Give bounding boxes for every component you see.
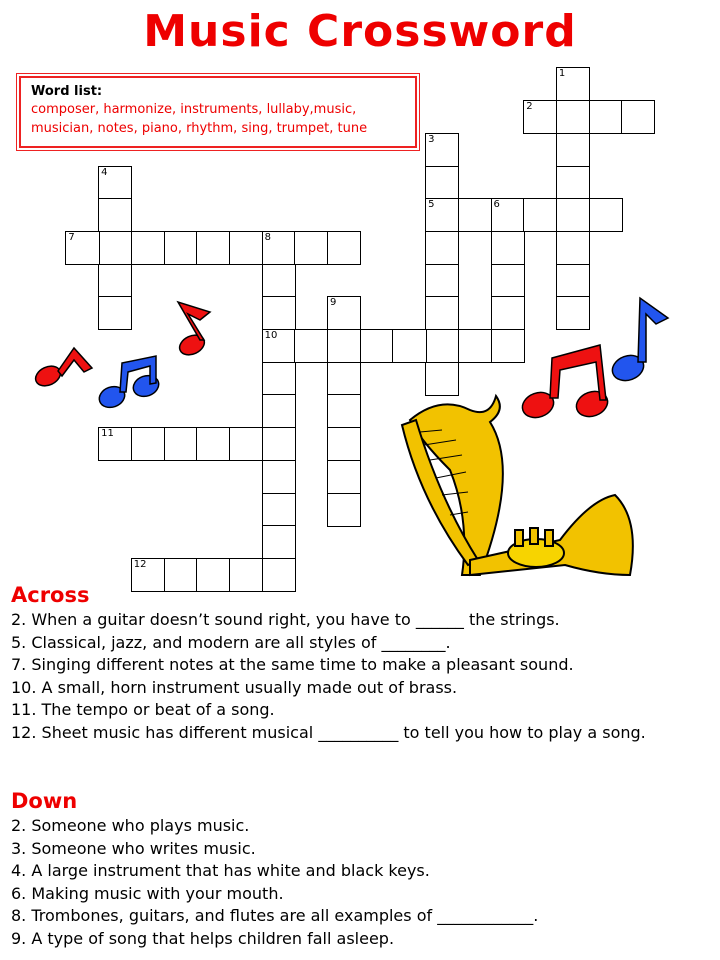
crossword-cell[interactable]	[262, 296, 296, 330]
crossword-cell[interactable]	[262, 427, 296, 461]
crossword-cell[interactable]	[360, 329, 394, 363]
crossword-cell[interactable]	[262, 525, 296, 559]
down-clue: 8. Trombones, guitars, and flutes are all examples of ____________.	[11, 906, 539, 925]
crossword-cell[interactable]	[164, 558, 198, 592]
crossword-cell[interactable]	[131, 558, 165, 592]
crossword-cell[interactable]	[65, 231, 99, 265]
crossword-cell[interactable]	[98, 231, 132, 265]
crossword-cell[interactable]	[621, 100, 655, 134]
crossword-cell[interactable]	[425, 296, 459, 330]
crossword-cell[interactable]	[556, 133, 590, 167]
clue-number: 2	[526, 101, 533, 113]
clue-number: 11	[101, 428, 114, 440]
crossword-cell[interactable]	[98, 198, 132, 232]
crossword-cell[interactable]	[425, 329, 459, 363]
crossword-cell[interactable]	[327, 460, 361, 494]
clue-number: 6	[493, 199, 500, 211]
word-list-label: Word list:	[31, 84, 103, 99]
down-clue: 4. A large instrument that has white and black keys.	[11, 861, 430, 880]
crossword-cell[interactable]	[229, 427, 263, 461]
clue-number: 7	[68, 231, 75, 243]
crossword-cell[interactable]	[262, 329, 296, 363]
crossword-cell[interactable]	[98, 296, 132, 330]
crossword-cell[interactable]	[589, 100, 623, 134]
crossword-cell[interactable]	[327, 427, 361, 461]
crossword-cell[interactable]	[458, 198, 492, 232]
crossword-cell[interactable]	[131, 427, 165, 461]
across-clue: 2. When a guitar doesn’t sound right, you have to ______ the strings.	[11, 610, 560, 629]
crossword-cell[interactable]	[327, 296, 361, 330]
crossword-cell[interactable]	[425, 198, 459, 232]
clue-number: 10	[264, 330, 278, 341]
crossword-cell[interactable]	[491, 296, 525, 330]
down-clues	[11, 815, 701, 950]
crossword-cell[interactable]	[491, 264, 525, 298]
crossword-cell[interactable]	[523, 198, 557, 232]
crossword-cell[interactable]	[262, 558, 296, 592]
crossword-cell[interactable]	[425, 362, 459, 396]
crossword-cell[interactable]	[196, 231, 230, 265]
down-clue: 3. Someone who writes music.	[11, 838, 256, 858]
crossword-cell[interactable]	[556, 198, 590, 232]
crossword-cell[interactable]	[392, 329, 426, 363]
crossword-cell[interactable]	[491, 329, 525, 363]
crossword-cell[interactable]	[491, 231, 525, 265]
crossword-cell[interactable]	[262, 394, 296, 428]
crossword-cell[interactable]	[425, 133, 459, 167]
crossword-cell[interactable]	[196, 558, 230, 592]
crossword-cell[interactable]	[327, 394, 361, 428]
crossword-cell[interactable]	[327, 231, 361, 265]
crossword-cell[interactable]	[556, 231, 590, 265]
crossword-cell[interactable]	[98, 264, 132, 298]
across-clues	[11, 609, 701, 744]
clue-number: 3	[428, 133, 435, 145]
down-clue: 6. Making music with your mouth.	[11, 883, 284, 903]
down-clue: 9. A type of song that helps children fall asleep.	[11, 928, 395, 948]
crossword-cell[interactable]	[262, 264, 296, 298]
crossword-cell[interactable]	[556, 264, 590, 298]
crossword-cell[interactable]	[98, 427, 132, 461]
crossword-cell[interactable]	[327, 493, 361, 527]
crossword-cell[interactable]	[327, 362, 361, 396]
across-heading: Across	[11, 583, 90, 607]
clue-number: 9	[330, 297, 337, 309]
crossword-cell[interactable]	[98, 166, 132, 200]
across-clue: 7. Singing different notes at the same time to make a pleasant sound.	[11, 655, 574, 674]
clue-number: 4	[101, 166, 108, 178]
crossword-cell[interactable]	[556, 166, 590, 200]
crossword-cell[interactable]	[262, 493, 296, 527]
crossword-cell[interactable]	[589, 198, 623, 232]
crossword-cell[interactable]	[556, 296, 590, 330]
crossword-cell[interactable]	[262, 362, 296, 396]
crossword-cell[interactable]	[196, 427, 230, 461]
clue-number: 5	[428, 199, 435, 211]
crossword-cell[interactable]	[262, 460, 296, 494]
crossword-cell[interactable]	[262, 231, 296, 265]
crossword-cell[interactable]	[229, 558, 263, 592]
crossword-cell[interactable]	[458, 329, 492, 363]
crossword-cell[interactable]	[164, 427, 198, 461]
crossword-cell[interactable]	[425, 166, 459, 200]
clue-number: 12	[133, 558, 147, 570]
down-heading: Down	[11, 789, 78, 813]
word-list-line-2: musician, notes, piano, rhythm, sing, trumpet, tune	[31, 121, 368, 136]
crossword-cell[interactable]	[294, 329, 328, 363]
crossword-cell[interactable]	[229, 231, 263, 265]
across-clue: 12. Sheet music has different musical __________ to tell you how to play a song.	[11, 722, 646, 742]
crossword-cell[interactable]	[425, 264, 459, 298]
across-clue: 5. Classical, jazz, and modern are all styles of ________.	[11, 632, 451, 652]
crossword-cell[interactable]	[425, 231, 459, 265]
crossword-cell[interactable]	[164, 231, 198, 265]
clue-number: 8	[264, 231, 271, 243]
crossword-cell[interactable]	[294, 231, 328, 265]
page-title: Music Crossword	[143, 6, 577, 57]
crossword-cell[interactable]	[556, 67, 590, 101]
word-list-line-1: composer, harmonize, instruments, lullaby,music,	[31, 102, 357, 117]
crossword-cell[interactable]	[327, 329, 361, 363]
across-clue: 11. The tempo or beat of a song.	[11, 700, 275, 719]
crossword-cell[interactable]	[131, 231, 165, 265]
clue-number: 1	[558, 68, 566, 80]
crossword-cell[interactable]	[556, 100, 590, 134]
across-clue: 10. A small, horn instrument usually made out of brass.	[11, 677, 458, 697]
crossword-cell[interactable]	[491, 198, 525, 232]
down-clue: 2. Someone who plays music.	[11, 816, 250, 835]
crossword-cell[interactable]	[523, 100, 557, 134]
